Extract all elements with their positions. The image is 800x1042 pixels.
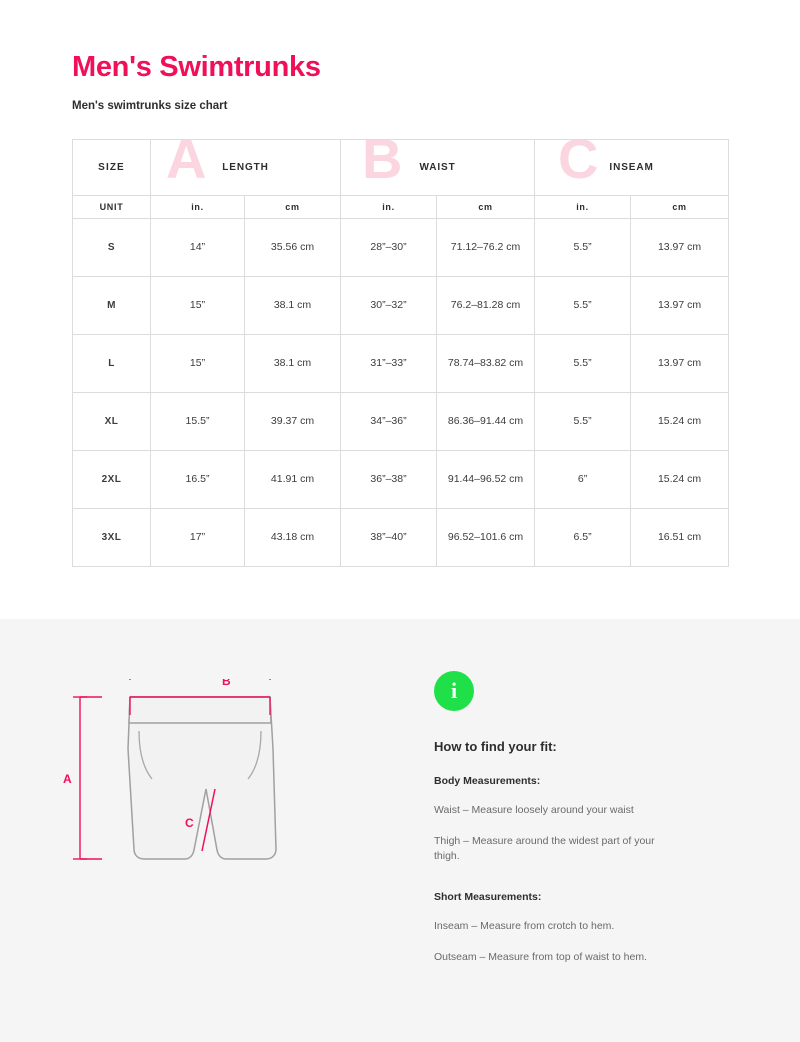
cell-size: 3XL [73, 508, 151, 566]
unit-waist-in: in. [341, 195, 437, 218]
cell-size: 2XL [73, 450, 151, 508]
size-table-wrap [72, 126, 728, 567]
cell-waist-cm: 91.44–96.52 cm [437, 450, 535, 508]
watermark-b: B [362, 126, 403, 190]
cell-inseam-in: 5.5” [535, 334, 631, 392]
table-row [73, 508, 729, 566]
table-unit-row [73, 195, 729, 218]
waistband [129, 697, 271, 723]
page-title: Men's Swimtrunks [72, 51, 321, 83]
label-a: A [63, 772, 72, 786]
cell-size: XL [73, 392, 151, 450]
watermark-c: C [558, 126, 599, 190]
cell-length-in: 17” [151, 508, 245, 566]
unit-label: UNIT [73, 195, 151, 218]
cell-length-cm: 38.1 cm [245, 276, 341, 334]
cell-inseam-in: 6.5” [535, 508, 631, 566]
fit-info [434, 671, 734, 965]
cell-size: L [73, 334, 151, 392]
cell-waist-cm: 86.36–91.44 cm [437, 392, 535, 450]
cell-inseam-in: 5.5” [535, 218, 631, 276]
table-row [73, 218, 729, 276]
cell-inseam-in: 5.5” [535, 392, 631, 450]
table-row [73, 450, 729, 508]
cell-inseam-in: 5.5” [535, 276, 631, 334]
cell-length-in: 14” [151, 218, 245, 276]
unit-length-cm: cm [245, 195, 341, 218]
table-row [73, 334, 729, 392]
cell-length-in: 15” [151, 276, 245, 334]
table-row [73, 276, 729, 334]
cell-inseam-in: 6” [535, 450, 631, 508]
unit-inseam-cm: cm [631, 195, 729, 218]
measure-a [73, 697, 102, 859]
short-measurement-line: Inseam – Measure from crotch to hem. [434, 919, 615, 932]
cell-waist-in: 28”–30” [341, 218, 437, 276]
cell-length-cm: 35.56 cm [245, 218, 341, 276]
page-header [0, 0, 800, 112]
cell-waist-in: 31”–33” [341, 334, 437, 392]
cell-length-in: 15.5” [151, 392, 245, 450]
cell-waist-cm: 96.52–101.6 cm [437, 508, 535, 566]
cell-waist-in: 34”–36” [341, 392, 437, 450]
cell-inseam-cm: 13.97 cm [631, 218, 729, 276]
size-table [72, 139, 729, 567]
short-measurements-heading: Short Measurements: [434, 890, 542, 903]
unit-waist-cm: cm [437, 195, 535, 218]
body-measurements-heading: Body Measurements: [434, 775, 541, 787]
info-icon: i [434, 671, 474, 711]
header-inseam: INSEAM [535, 139, 729, 195]
cell-waist-in: 30”–32” [341, 276, 437, 334]
table-group-header-row [73, 139, 729, 195]
unit-length-in: in. [151, 195, 245, 218]
cell-waist-in: 38”–40” [341, 508, 437, 566]
cell-size: S [73, 218, 151, 276]
header-waist: WAIST [341, 139, 535, 195]
watermark-a: A [166, 126, 207, 190]
header-size: SIZE [73, 139, 151, 195]
cell-inseam-cm: 15.24 cm [631, 392, 729, 450]
page-subtitle: Men's swimtrunks size chart [72, 99, 228, 112]
unit-inseam-in: in. [535, 195, 631, 218]
cell-waist-cm: 76.2–81.28 cm [437, 276, 535, 334]
fit-guide-panel [0, 619, 800, 1042]
cell-waist-in: 36”–38” [341, 450, 437, 508]
body-measurement-line: Waist – Measure loosely around your waist [434, 804, 634, 816]
cell-size: M [73, 276, 151, 334]
table-row [73, 392, 729, 450]
cell-inseam-cm: 16.51 cm [631, 508, 729, 566]
cell-length-cm: 43.18 cm [245, 508, 341, 566]
label-b: B [222, 679, 231, 688]
body-measurement-line: Thigh – Measure around the widest part of your thigh. [434, 835, 655, 863]
cell-waist-cm: 71.12–76.2 cm [437, 218, 535, 276]
cell-length-cm: 41.91 cm [245, 450, 341, 508]
swimtrunks-svg [40, 679, 400, 999]
cell-length-cm: 38.1 cm [245, 334, 341, 392]
cell-inseam-cm: 15.24 cm [631, 450, 729, 508]
cell-length-in: 15” [151, 334, 245, 392]
header-length: LENGTH [151, 139, 341, 195]
cell-length-in: 16.5” [151, 450, 245, 508]
cell-length-cm: 39.37 cm [245, 392, 341, 450]
cell-inseam-cm: 13.97 cm [631, 334, 729, 392]
swimtrunks-diagram [40, 679, 400, 999]
cell-inseam-cm: 13.97 cm [631, 276, 729, 334]
cell-waist-cm: 78.74–83.82 cm [437, 334, 535, 392]
fit-title: How to find your fit: [434, 739, 557, 754]
measure-b [130, 679, 270, 680]
short-measurement-line: Outseam – Measure from top of waist to hem. [434, 950, 648, 963]
label-c: C [185, 816, 194, 830]
